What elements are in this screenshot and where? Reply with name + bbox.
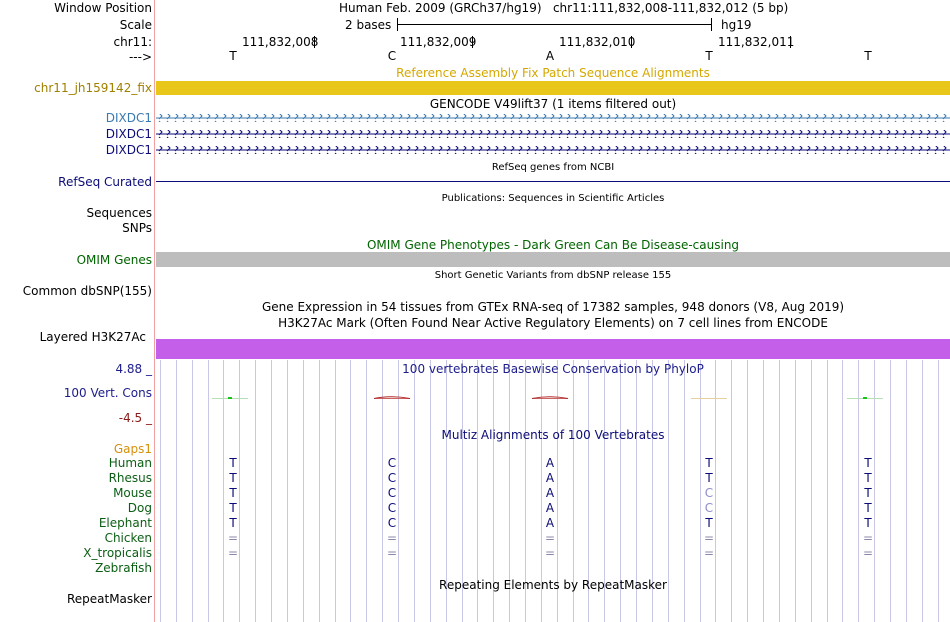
phylop-mark	[532, 397, 568, 399]
coord-label: 111,832,010	[559, 35, 636, 49]
ref-base[interactable]: T	[705, 49, 713, 63]
coord-label: 111,832,011	[718, 35, 795, 49]
multiz-base: T	[229, 471, 237, 485]
window-position-label: Window Position	[54, 1, 152, 15]
multiz-base: =	[544, 531, 556, 545]
multiz-species-label[interactable]: Mouse	[113, 486, 152, 500]
multiz-base: =	[862, 546, 874, 560]
multiz-species-label[interactable]: Zebrafish	[95, 561, 152, 575]
gtex-track-title[interactable]: Gene Expression in 54 tissues from GTEx RNA-seq of 17382 samples, 948 donors (V8, Aug 2019)	[261, 300, 845, 314]
multiz-base: T	[864, 501, 872, 515]
phylop-track-label[interactable]: 100 Vert. Cons	[63, 386, 152, 400]
gencode-item-label[interactable]: DIXDC1	[105, 143, 152, 157]
phylop-mark	[212, 397, 248, 399]
multiz-base: A	[545, 456, 555, 470]
multiz-base: =	[703, 531, 715, 545]
multiz-base: C	[704, 486, 714, 500]
ref-base[interactable]: A	[545, 49, 555, 63]
publications-track-title[interactable]: Publications: Sequences in Scientific Articles	[441, 193, 665, 204]
ref-base[interactable]: T	[864, 49, 872, 63]
multiz-species-label[interactable]: Dog	[127, 501, 152, 515]
multiz-base: =	[386, 546, 398, 560]
ref-base[interactable]: T	[229, 49, 237, 63]
fix-patch-track-label[interactable]: chr11_jh159142_fix	[34, 81, 152, 95]
gencode-track-title[interactable]: GENCODE V49lift37 (1 items filtered out)	[429, 97, 677, 111]
repeatmasker-track-label[interactable]: RepeatMasker	[66, 592, 152, 606]
phylop-mark	[374, 397, 410, 399]
multiz-base: T	[229, 486, 237, 500]
multiz-base: T	[229, 501, 237, 515]
multiz-base: =	[703, 546, 715, 560]
publications-sequences-label[interactable]: Sequences	[86, 206, 152, 220]
multiz-species-label[interactable]: Rhesus	[108, 471, 152, 485]
multiz-base: T	[864, 456, 872, 470]
multiz-track-title[interactable]: Multiz Alignments of 100 Vertebrates	[441, 428, 665, 442]
multiz-species-label[interactable]: Human	[108, 456, 152, 470]
multiz-base: C	[387, 456, 397, 470]
multiz-base: T	[229, 456, 237, 470]
multiz-base: T	[705, 456, 713, 470]
ref-base[interactable]: C	[387, 49, 397, 63]
multiz-base: T	[705, 516, 713, 530]
multiz-base: T	[864, 471, 872, 485]
multiz-base: A	[545, 486, 555, 500]
multiz-base: C	[387, 471, 397, 485]
chrom-label: chr11:	[113, 35, 152, 49]
publications-snps-label[interactable]: SNPs	[122, 221, 152, 235]
multiz-species-label[interactable]: X_tropicalis	[83, 546, 152, 560]
gencode-item-label[interactable]: DIXDC1	[105, 127, 152, 141]
strand-label: --->	[128, 50, 152, 64]
multiz-species-label[interactable]: Elephant	[98, 516, 152, 530]
multiz-base: =	[862, 531, 874, 545]
phylop-max-label: 4.88 _	[115, 362, 152, 376]
refseq-track-label[interactable]: RefSeq Curated	[58, 175, 152, 189]
scale-assembly: hg19	[721, 18, 752, 32]
phylop-mark	[847, 397, 883, 399]
multiz-base: C	[387, 486, 397, 500]
multiz-base: T	[864, 486, 872, 500]
multiz-base: A	[545, 516, 555, 530]
multiz-base: T	[864, 516, 872, 530]
phylop-track-title[interactable]: 100 vertebrates Basewise Conservation by PhyloP	[402, 362, 704, 376]
multiz-base: C	[387, 501, 397, 515]
dbsnp-track-title[interactable]: Short Genetic Variants from dbSNP release 155	[434, 270, 672, 281]
repeatmasker-track-title[interactable]: Repeating Elements by RepeatMasker	[439, 578, 667, 592]
refseq-track-title[interactable]: RefSeq genes from NCBI	[491, 162, 615, 173]
coord-label: 111,832,009	[400, 35, 477, 49]
omim-track-label[interactable]: OMIM Genes	[76, 253, 152, 267]
multiz-base: A	[545, 471, 555, 485]
multiz-species-label[interactable]: Chicken	[104, 531, 152, 545]
multiz-base: T	[229, 516, 237, 530]
omim-track-title[interactable]: OMIM Gene Phenotypes - Dark Green Can Be Disease-causing	[366, 238, 740, 252]
gencode-item-label[interactable]: DIXDC1	[105, 111, 152, 125]
multiz-base: T	[705, 471, 713, 485]
multiz-base: =	[227, 546, 239, 560]
fix-patch-track-title[interactable]: Reference Assembly Fix Patch Sequence Alignments	[396, 66, 710, 80]
coord-label: 111,832,008	[242, 35, 319, 49]
multiz-base: =	[544, 546, 556, 560]
scale-length: 2 bases	[345, 18, 392, 32]
multiz-base: C	[704, 501, 714, 515]
multiz-base: A	[545, 501, 555, 515]
multiz-base: =	[386, 531, 398, 545]
window-position-value: Human Feb. 2009 (GRCh37/hg19) chr11:111,832,008-111,832,012 (5 bp)	[339, 1, 789, 15]
phylop-min-label: -4.5 _	[118, 411, 152, 425]
multiz-base: =	[227, 531, 239, 545]
multiz-gaps-label[interactable]: Gaps1	[113, 442, 152, 456]
scale-label: Scale	[119, 18, 152, 32]
dbsnp-track-label[interactable]: Common dbSNP(155)	[22, 284, 152, 298]
h3k27ac-track-label[interactable]: Layered H3K27Ac	[39, 330, 146, 344]
h3k27ac-track-title[interactable]: H3K27Ac Mark (Often Found Near Active Regulatory Elements) on 7 cell lines from ENCODE	[278, 316, 828, 330]
multiz-base: C	[387, 516, 397, 530]
